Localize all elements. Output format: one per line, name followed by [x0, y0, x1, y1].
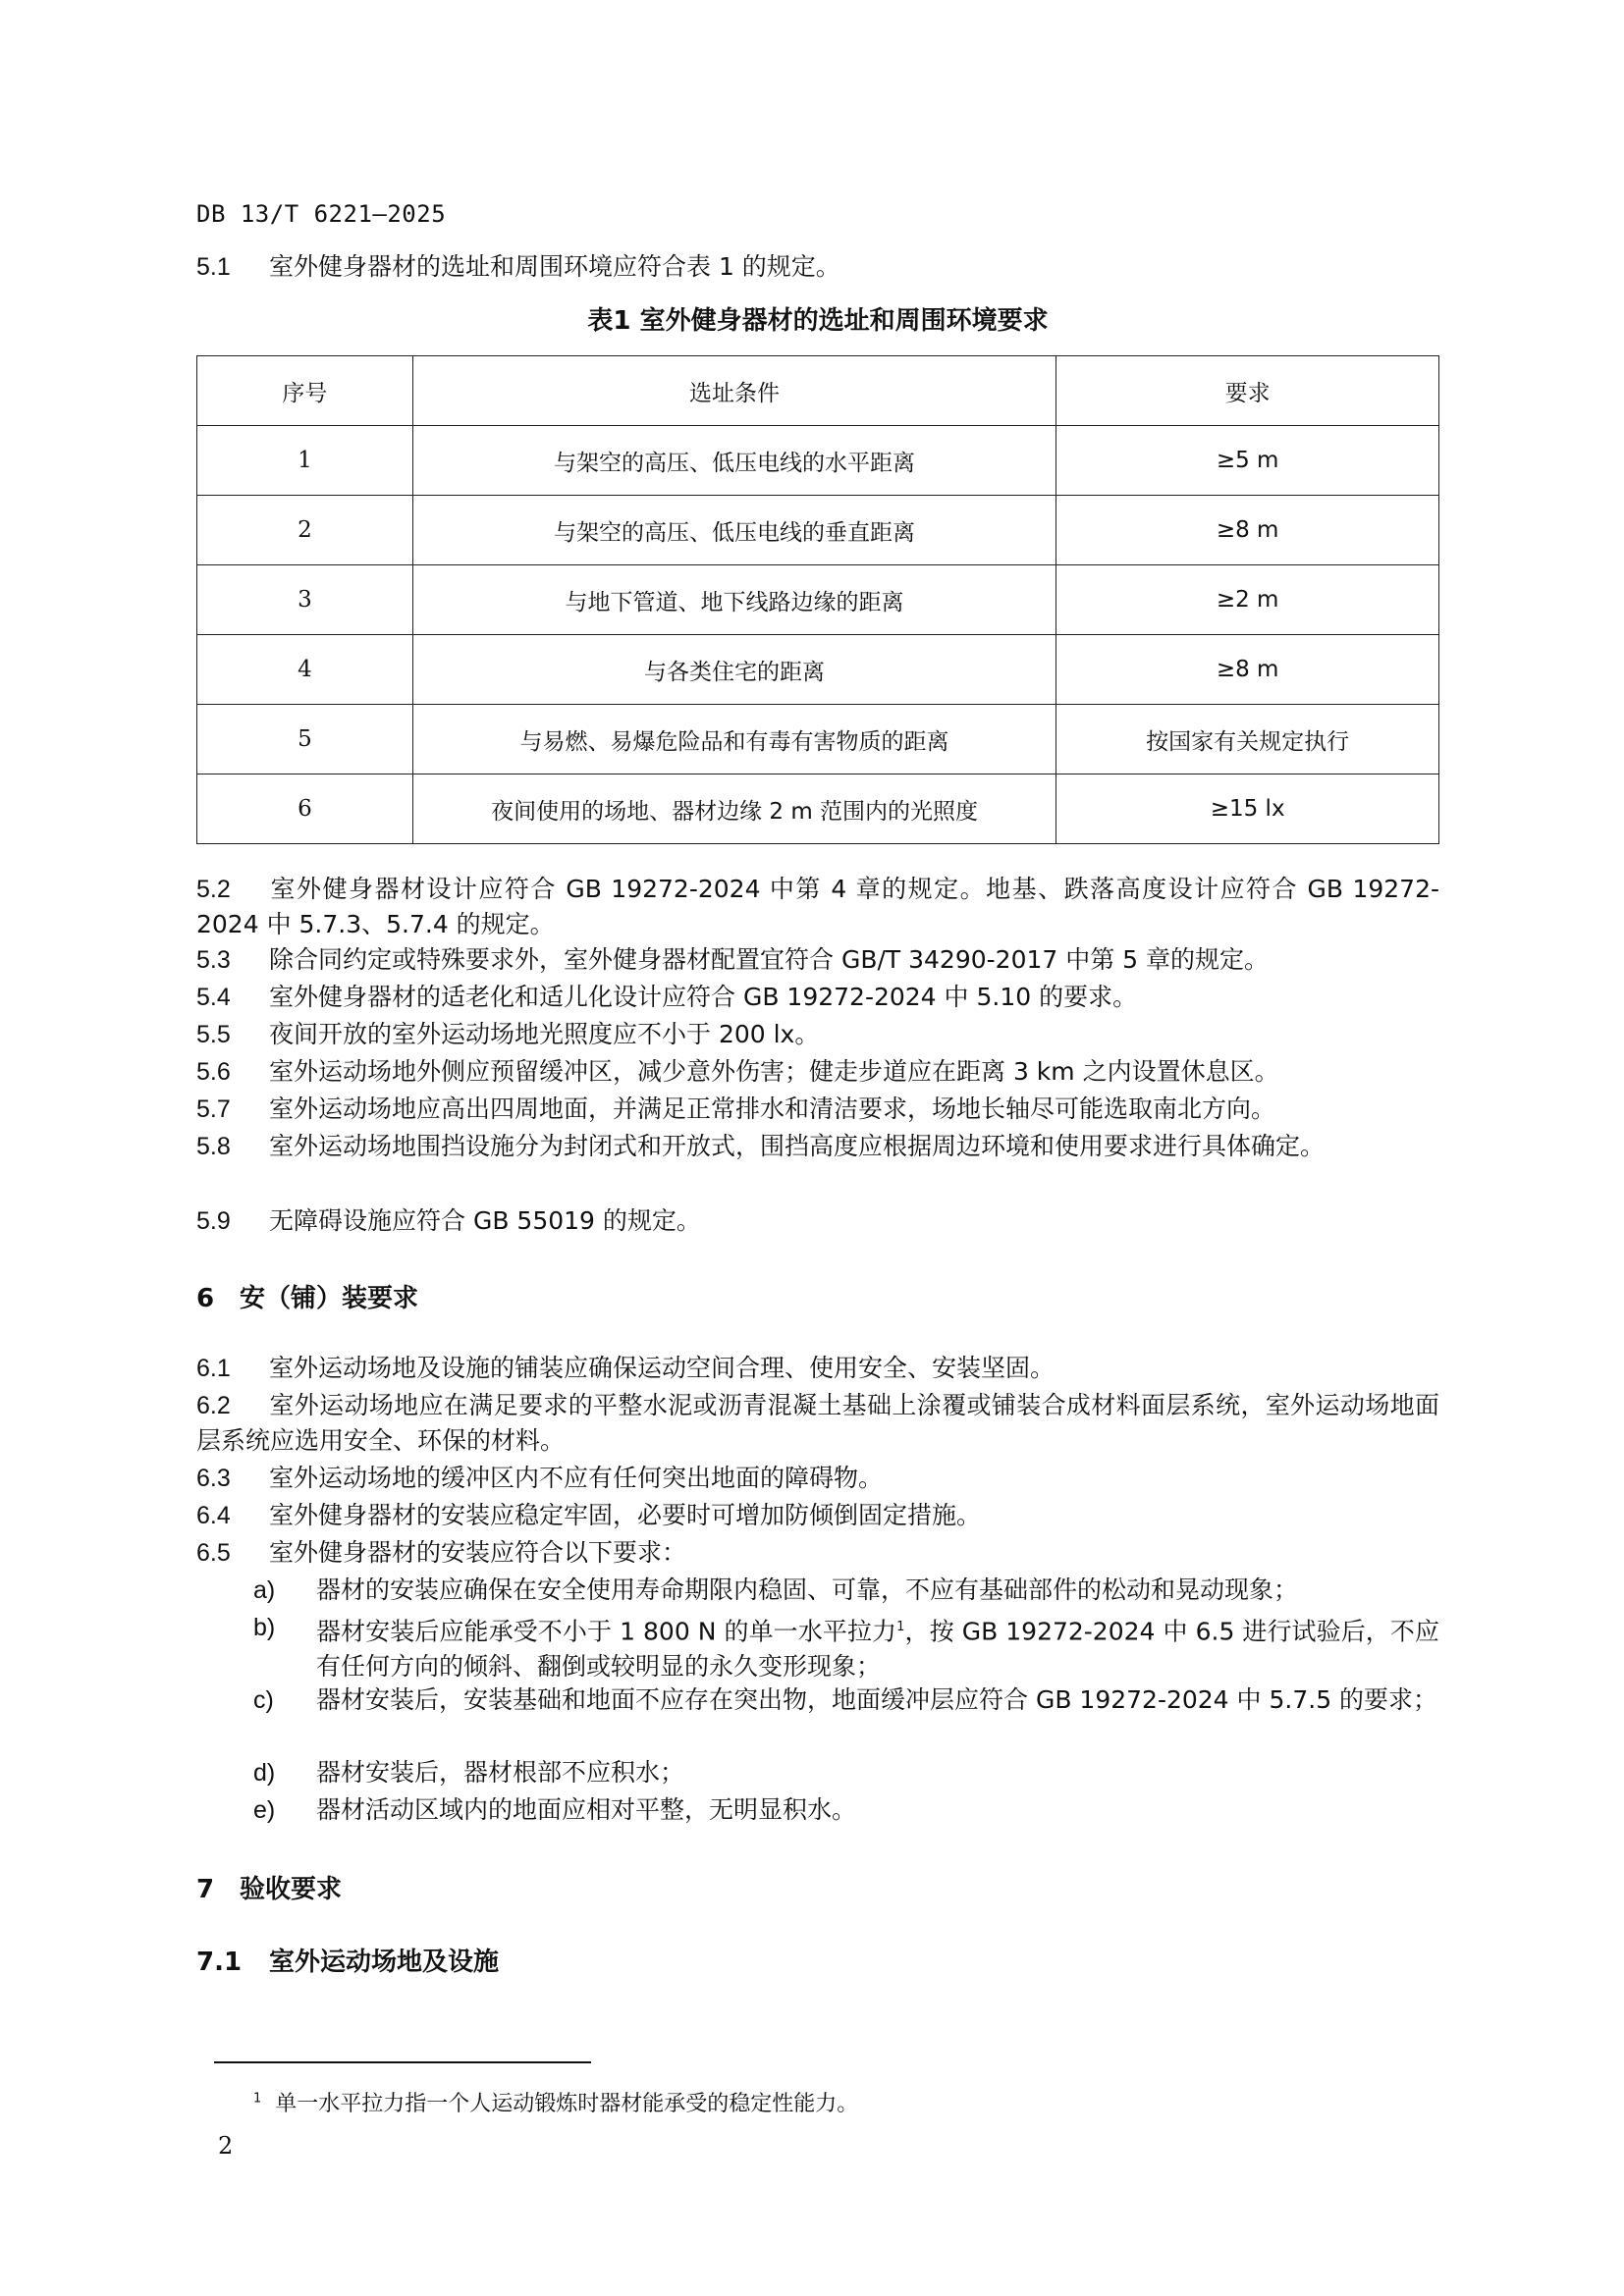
section-heading-7-1	[196, 1942, 499, 1978]
table-header-cell: 要求	[1056, 356, 1439, 426]
clause-5-9	[196, 1203, 1439, 1239]
footnote-text: 单一水平拉力指一个人运动锻炼时器材能承受的稳定性能力。	[275, 2092, 859, 2116]
list-text-part: ，按 GB 19272-2024 中 6.5 进行试验后，不应有任何方向的倾斜、翻倒或较明显的永久变形现象；	[316, 1617, 1439, 1682]
clause-text: 无障碍设施应符合 GB 55019 的规定。	[269, 1206, 701, 1235]
table-header-cell: 选址条件	[412, 356, 1056, 426]
clause-number: 5.5	[196, 1021, 231, 1048]
clause-5-4	[196, 980, 1439, 1015]
clause-text: 室外运动场地及设施的铺装应确保运动空间合理、使用安全、安装坚固。	[269, 1354, 1056, 1382]
clause-text: 除合同约定或特殊要求外，室外健身器材配置宜符合 GB/T 34290-2017 中第 5 章的规定。	[269, 945, 1270, 974]
clause-6-5	[196, 1535, 1439, 1571]
section-title: 室外运动场地及设施	[269, 1948, 500, 1977]
section-number: 6	[196, 1284, 215, 1313]
clause-text: 室外健身器材的安装应稳定牢固，必要时可增加防倾倒固定措施。	[269, 1501, 982, 1529]
clause-5-1	[196, 249, 1439, 285]
section-heading-7	[196, 1869, 342, 1905]
table-cell: 按国家有关规定执行	[1056, 705, 1439, 774]
page-number: 2	[218, 2132, 234, 2160]
clause-number: 5.6	[196, 1058, 231, 1086]
clause-text: 室外运动场地应高出四周地面，并满足正常排水和清洁要求，场地长轴尽可能选取南北方向。	[269, 1095, 1276, 1123]
clause-text: 室外运动场地应在满足要求的平整水泥或沥青混凝土基础上涂覆或铺装合成材料面层系统，室外运动场地面层系统应选用安全、环保的材料。	[196, 1391, 1439, 1455]
list-item-c	[253, 1682, 1439, 1718]
table-cell: ≥2 m	[1056, 565, 1439, 635]
clause-text: 室外健身器材的安装应符合以下要求：	[269, 1538, 687, 1567]
clause-5-2	[196, 872, 1439, 942]
list-text	[316, 1610, 1439, 1684]
clause-number: 5.3	[196, 946, 231, 974]
table-row	[197, 565, 1439, 635]
clause-5-8	[196, 1129, 1439, 1164]
table-cell: ≥8 m	[1056, 496, 1439, 565]
section-title: 验收要求	[240, 1875, 343, 1904]
table-cell: 5	[197, 705, 413, 774]
list-item-d	[253, 1755, 1439, 1790]
footnote	[253, 2087, 858, 2117]
clause-6-4	[196, 1498, 1439, 1533]
list-label: d)	[253, 1759, 276, 1787]
section-number: 7.1	[196, 1948, 243, 1977]
clause-number: 5.7	[196, 1095, 231, 1123]
section-heading-6	[196, 1278, 418, 1314]
table-row	[197, 705, 1439, 774]
clause-text: 夜间开放的室外运动场地光照度应不小于 200 lx。	[269, 1020, 820, 1048]
clause-number: 5.4	[196, 984, 231, 1011]
clause-number: 6.4	[196, 1502, 231, 1529]
table-cell: 与易燃、易爆危险品和有毒有害物质的距离	[412, 705, 1056, 774]
list-item-a	[253, 1573, 1439, 1608]
table-cell: 与架空的高压、低压电线的垂直距离	[412, 496, 1056, 565]
clause-text: 室外健身器材设计应符合 GB 19272-2024 中第 4 章的规定。地基、跌落高度设计应符合 GB 19272-2024 中 5.7.3、5.7.4 的规定。	[196, 875, 1439, 938]
list-label: e)	[253, 1796, 276, 1824]
table-row	[197, 635, 1439, 705]
clause-number: 6.5	[196, 1539, 231, 1567]
clause-text: 室外运动场地的缓冲区内不应有任何突出地面的障碍物。	[269, 1464, 884, 1492]
clause-5-7	[196, 1092, 1439, 1127]
table-cell: 与架空的高压、低压电线的水平距离	[412, 426, 1056, 496]
clause-text: 室外运动场地围挡设施分为封闭式和开放式，围挡高度应根据周边环境和使用要求进行具体确定。	[269, 1132, 1326, 1160]
table-header-cell: 序号	[197, 356, 413, 426]
clause-6-2	[196, 1388, 1439, 1459]
table-cell: ≥8 m	[1056, 635, 1439, 705]
table-header-row	[197, 356, 1439, 426]
requirements-table	[196, 355, 1439, 844]
clause-number: 5.2	[196, 876, 231, 903]
table-cell: 与各类住宅的距离	[412, 635, 1056, 705]
table-cell: 3	[197, 565, 413, 635]
clause-text: 室外健身器材的适老化和适儿化设计应符合 GB 19272-2024 中 5.10 的要求。	[269, 983, 1138, 1011]
clause-number: 6.2	[196, 1392, 231, 1419]
clause-number: 5.8	[196, 1133, 231, 1160]
clause-text: 室外健身器材的选址和周围环境应符合表 1 的规定。	[269, 252, 840, 281]
table-row	[197, 496, 1439, 565]
table-cell: ≥15 lx	[1056, 774, 1439, 844]
clause-6-1	[196, 1351, 1439, 1386]
clause-5-6	[196, 1054, 1439, 1090]
table-row	[197, 426, 1439, 496]
table-cell: 2	[197, 496, 413, 565]
footnote-reference: 1	[896, 1620, 905, 1634]
table-cell: 4	[197, 635, 413, 705]
section-title: 安（铺）装要求	[240, 1284, 419, 1313]
list-text: 器材活动区域内的地面应相对平整，无明显积水。	[316, 1795, 857, 1824]
list-label: b)	[253, 1614, 276, 1641]
table-title: 表1 室外健身器材的选址和周围环境要求	[587, 306, 1049, 336]
clause-5-5	[196, 1017, 1439, 1052]
table-cell: 1	[197, 426, 413, 496]
section-number: 7	[196, 1875, 215, 1904]
clause-number: 6.3	[196, 1465, 231, 1492]
list-text: 器材安装后，器材根部不应积水；	[316, 1758, 685, 1787]
table-cell: ≥5 m	[1056, 426, 1439, 496]
table-cell: 夜间使用的场地、器材边缘 2 m 范围内的光照度	[412, 774, 1056, 844]
clause-6-3	[196, 1461, 1439, 1496]
list-item-e	[253, 1792, 1439, 1828]
footnote-mark: 1	[253, 2091, 262, 2107]
clause-number: 5.9	[196, 1207, 231, 1235]
clause-5-3	[196, 942, 1439, 978]
list-label: a)	[253, 1576, 276, 1604]
list-text: 器材安装后，安装基础和地面不应存在突出物，地面缓冲层应符合 GB 19272-2024 中 5.7.5 的要求；	[316, 1685, 1438, 1714]
list-text: 器材的安装应确保在安全使用寿命期限内稳固、可靠，不应有基础部件的松动和晃动现象；	[316, 1575, 1299, 1604]
footnote-separator	[214, 2061, 591, 2063]
clause-text: 室外运动场地外侧应预留缓冲区，减少意外伤害；健走步道应在距离 3 km 之内设置休息区。	[269, 1057, 1279, 1086]
table-row	[197, 774, 1439, 844]
table-cell: 与地下管道、地下线路边缘的距离	[412, 565, 1056, 635]
list-item-b	[253, 1610, 1439, 1684]
clause-number: 6.1	[196, 1355, 231, 1382]
clause-number: 5.1	[196, 253, 231, 281]
list-label: c)	[253, 1686, 274, 1714]
list-text-part: 器材安装后应能承受不小于 1 800 N 的单一水平拉力	[316, 1617, 897, 1646]
table-cell: 6	[197, 774, 413, 844]
document-header-id: DB 13/T 6221—2025	[196, 200, 447, 228]
